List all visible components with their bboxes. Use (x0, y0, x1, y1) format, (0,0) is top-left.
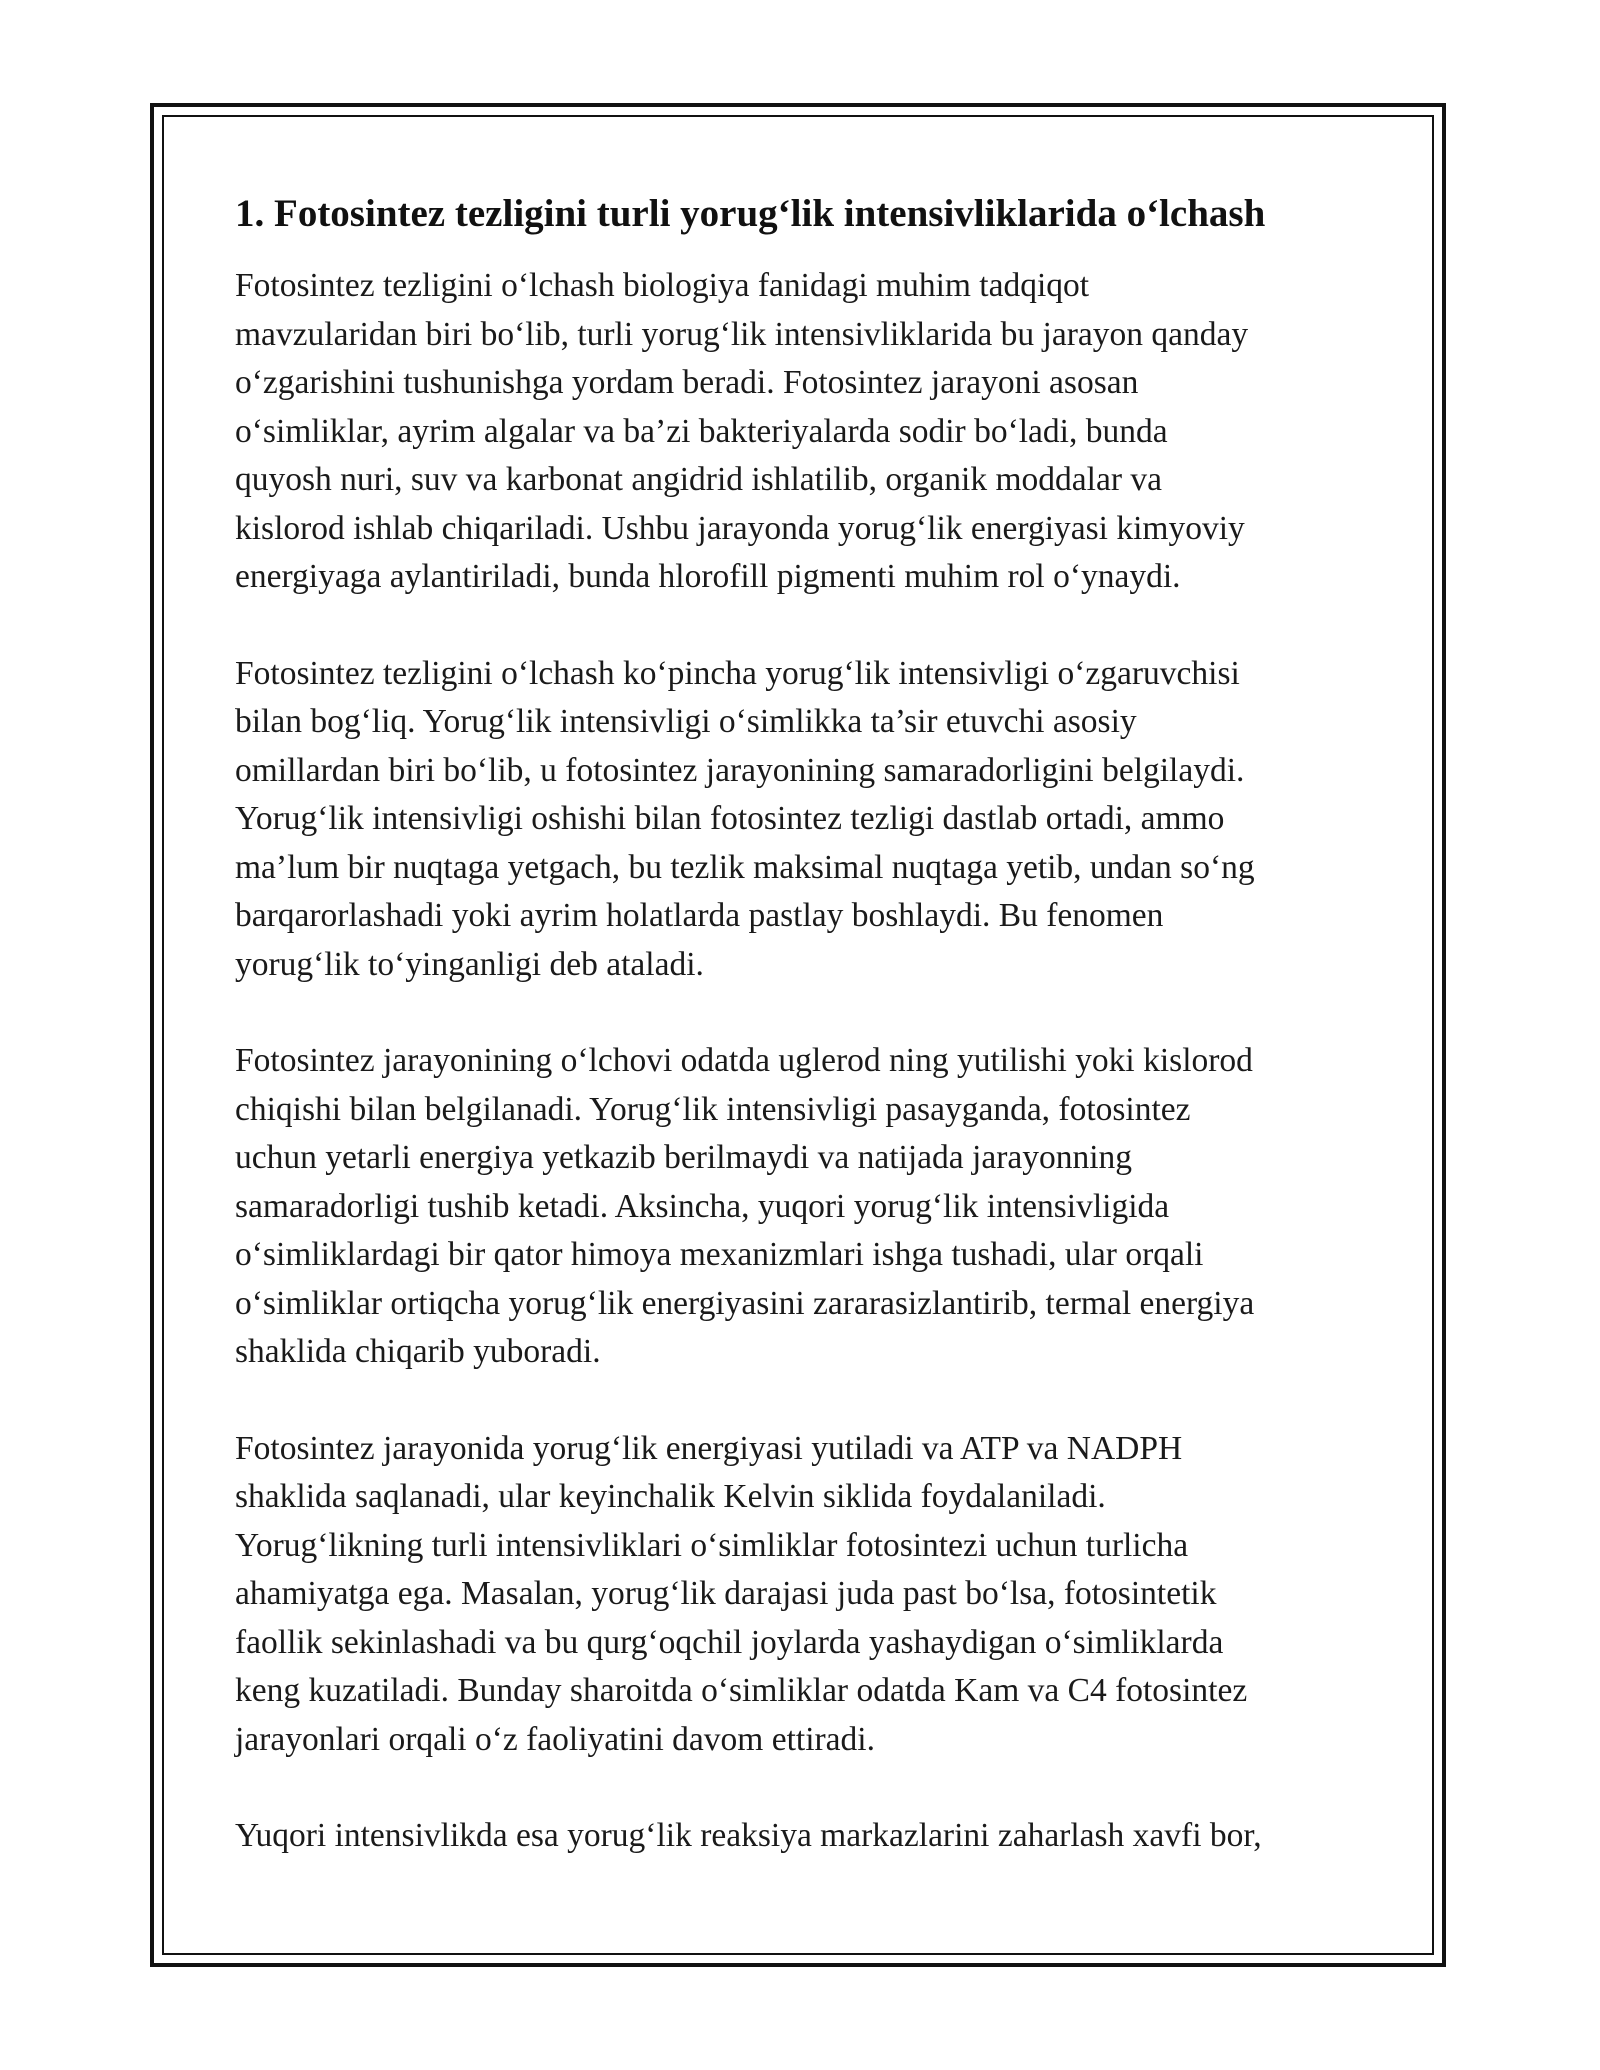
text-line: Fotosintez tezligini o‘lchash ko‘pincha yorug‘lik intensivligi o‘zgaruvchisi (235, 654, 1240, 692)
paragraph-3 (235, 1037, 1375, 1377)
text-line: o‘zgarishini tushunishga yordam beradi. Fotosintez jarayoni asosan (235, 364, 1139, 401)
text-line: yorug‘lik to‘yinganligi deb ataladi. (235, 945, 704, 983)
text-line: Yorug‘likning turli intensivliklari o‘simliklar fotosintezi uchun turlicha (235, 1526, 1189, 1564)
text-line: o‘simliklar, ayrim algalar va ba’zi bakteriyalarda sodir bo‘ladi, bunda (235, 412, 1168, 450)
text-line: Fotosintez tezligini o‘lchash biologiya fanidagi muhim tadqiqot (235, 267, 1090, 304)
text-line: mavzularidan biri bo‘lib, turli yorug‘lik intensivliklarida bu jarayon qanday (235, 315, 1249, 353)
text-line: Fotosintez jarayonining o‘lchovi odatda uglerod ning yutilishi yoki kislorod (235, 1042, 1253, 1079)
text-line: Yuqori intensivlikda esa yorug‘lik reaksiya markazlarini zaharlash xavfi bor, (235, 1817, 1262, 1854)
text-line: ma’lum bir nuqtaga yetgach, bu tezlik maksimal nuqtaga yetib, undan so‘ng (235, 848, 1255, 886)
paragraph-5 (235, 1812, 1375, 1861)
text-line: energiyaga aylantiriladi, bunda hlorofill pigmenti muhim rol o‘ynaydi. (235, 558, 1181, 595)
text-line: Fotosintez jarayonida yorug‘lik energiyasi yutiladi va ATP va NADPH (235, 1429, 1183, 1467)
text-line: kislorod ishlab chiqariladi. Ushbu jarayonda yorug‘lik energiyasi kimyoviy (235, 509, 1245, 547)
text-line: shaklida saqlanadi, ular keyinchalik Kelvin siklida foydalaniladi. (235, 1478, 1106, 1515)
text-line: quyosh nuri, suv va karbonat angidrid ishlatilib, organik moddalar va (235, 461, 1162, 498)
text-line: keng kuzatiladi. Bunday sharoitda o‘simliklar odatda Kam va C4 fotosintez (235, 1672, 1248, 1709)
text-line: faollik sekinlashadi va bu qurg‘oqchil joylarda yashaydigan o‘simliklarda (235, 1623, 1224, 1661)
text-line: omillardan biri bo‘lib, u fotosintez jarayonining samaradorligini belgilaydi. (235, 751, 1245, 789)
text-line: o‘simliklardagi bir qator himoya mexanizmlari ishga tushadi, ular orqali (235, 1236, 1204, 1273)
paragraph-4 (235, 1425, 1375, 1765)
section-heading: 1. Fotosintez tezligini turli yorug‘lik intensivliklarida o‘lchash (235, 192, 1266, 235)
document-body (235, 190, 1375, 1909)
text-line: ahamiyatga ega. Masalan, yorug‘lik darajasi juda past bo‘lsa, fotosintetik (235, 1575, 1217, 1612)
paragraph-2 (235, 650, 1375, 990)
text-line: o‘simliklar ortiqcha yorug‘lik energiyasini zararasizlantirib, termal energiya (235, 1284, 1255, 1322)
paragraph-1 (235, 262, 1375, 602)
text-line: barqarorlashadi yoki ayrim holatlarda pastlay boshlaydi. Bu fenomen (235, 897, 1164, 934)
text-line: Yorug‘lik intensivligi oshishi bilan fotosintez tezligi dastlab ortadi, ammo (235, 800, 1225, 837)
text-line: chiqishi bilan belgilanadi. Yorug‘lik intensivligi pasayganda, fotosintez (235, 1090, 1191, 1128)
text-line: bilan bog‘liq. Yorug‘lik intensivligi o‘simlikka ta’sir etuvchi asosiy (235, 703, 1137, 740)
text-line: samaradorligi tushib ketadi. Aksincha, yuqori yorug‘lik intensivligida (235, 1187, 1170, 1225)
text-line: uchun yetarli energiya yetkazib berilmaydi va natijada jarayonning (235, 1139, 1133, 1176)
text-line: shaklida chiqarib yuboradi. (235, 1333, 601, 1370)
text-line: jarayonlari orqali o‘z faoliyatini davom ettiradi. (235, 1720, 875, 1758)
